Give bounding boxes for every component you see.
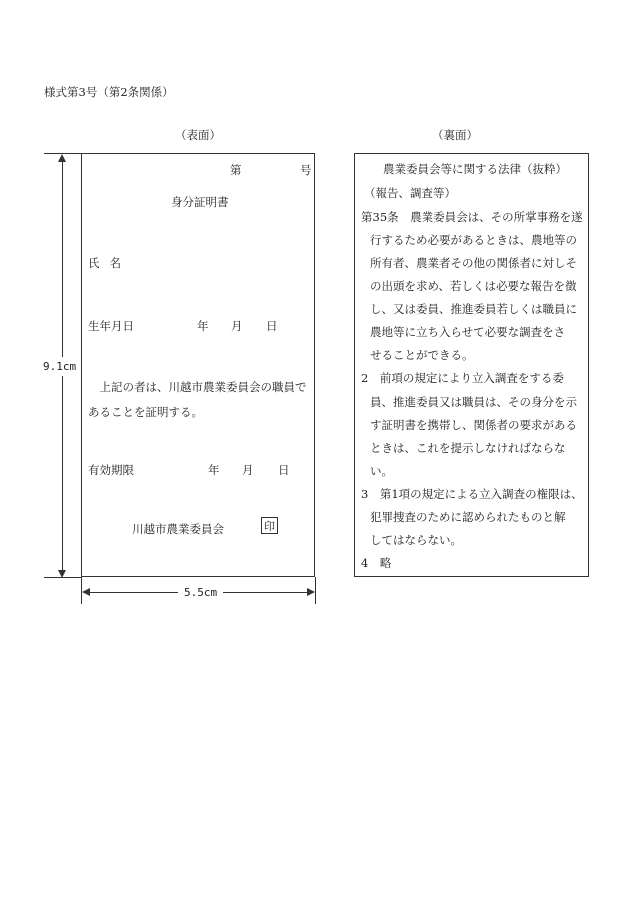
back-side-label: （裏面） — [432, 128, 478, 142]
id-card-back — [354, 153, 589, 577]
law-text-line: 第35条 農業委員会は、その所掌事務を遂 — [361, 210, 583, 224]
law-text-line: 農地等に立ち入らせて必要な調査をさ — [370, 325, 566, 339]
law-text-line: し、又は委員、推進委員若しくは職員に — [370, 302, 577, 316]
certification-statement — [88, 375, 314, 425]
width-extension-right — [315, 577, 316, 604]
birthdate-day-unit: 日 — [266, 319, 278, 333]
law-text-line: 行するため必要があるときは、農地等の — [370, 233, 577, 247]
id-card-front — [81, 153, 315, 577]
law-text-line: せることができる。 — [370, 348, 474, 362]
arrow-right-icon — [307, 588, 315, 596]
expiry-label: 有効期限 — [88, 463, 134, 477]
section-heading: （報告、調査等） — [364, 186, 456, 200]
expiry-year-unit: 年 — [208, 463, 220, 477]
law-text-line: 犯罪捜査のために認められたものと解 — [370, 510, 566, 524]
law-text-line: 員、推進委員又は職員は、その身分を示 — [370, 395, 577, 409]
height-dimension-label: 9.1cm — [43, 357, 76, 376]
law-text-line: 2 前項の規定により立入調査をする委 — [361, 371, 564, 385]
arrow-left-icon — [82, 588, 90, 596]
front-side-label: （表面） — [175, 128, 221, 142]
seal-stamp: 印 — [261, 517, 278, 534]
issuer-name: 川越市農業委員会 — [132, 522, 224, 536]
law-title: 農業委員会等に関する法律（抜粋） — [383, 162, 567, 176]
law-text-line: ときは、これを提示しなければならな — [370, 441, 566, 455]
card-number-suffix: 号 — [300, 163, 312, 177]
law-text-line: す証明書を携帯し、関係者の要求がある — [370, 418, 577, 432]
width-dimension-label: 5.5cm — [178, 586, 223, 599]
law-text-line: 4 略 — [361, 556, 392, 570]
arrow-down-icon — [58, 570, 66, 578]
birthdate-year-unit: 年 — [197, 319, 209, 333]
birthdate-month-unit: 月 — [231, 319, 243, 333]
law-text-line: してはならない。 — [370, 533, 462, 547]
arrow-up-icon — [58, 154, 66, 162]
law-text-line: い。 — [370, 464, 393, 478]
card-title: 身分証明書 — [171, 195, 229, 209]
law-text-line: 所有者、農業者その他の関係者に対しそ — [370, 256, 577, 270]
form-title: 様式第3号（第2条関係） — [44, 85, 174, 99]
expiry-day-unit: 日 — [278, 463, 290, 477]
birthdate-label: 生年月日 — [88, 319, 134, 333]
law-text-line: の出頭を求め、若しくは必要な報告を徴 — [370, 279, 577, 293]
law-text-line: 3 第1項の規定による立入調査の権限は、 — [361, 487, 583, 501]
expiry-month-unit: 月 — [242, 463, 254, 477]
name-label: 氏名 — [88, 256, 131, 270]
certification-text: 上記の者は、川越市農業委員会の職員であることを証明する。 — [88, 380, 307, 419]
card-number-label: 第 — [230, 163, 242, 177]
